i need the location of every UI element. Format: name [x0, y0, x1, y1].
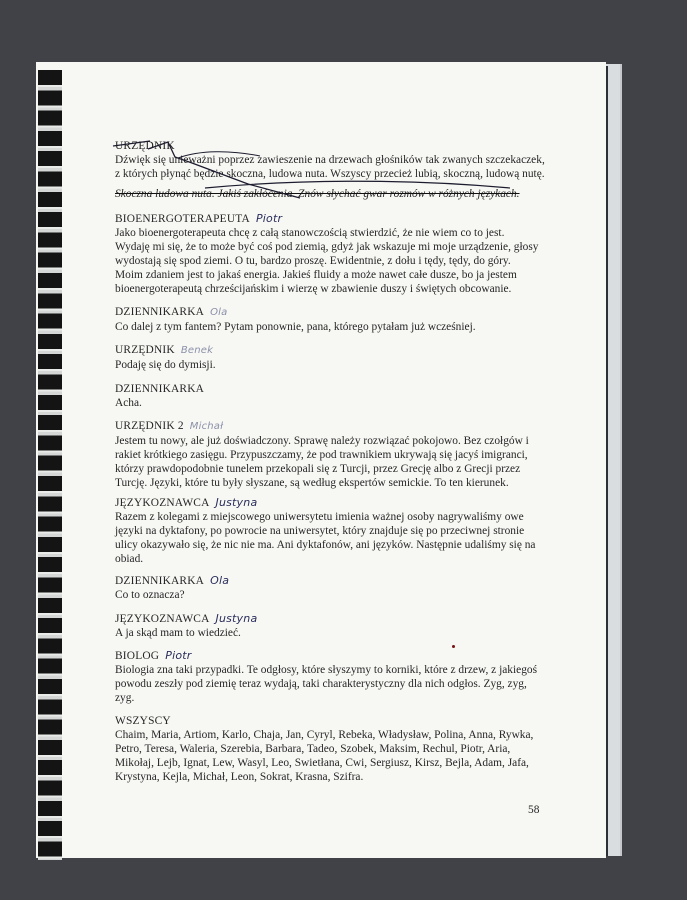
dialogue-line: wydostają się spod ziemi. O tu, bardzo proszę. Ewidentnie, z dołu i tędy, tędy, do góry.	[115, 255, 511, 267]
dialogue-line: bioenergoterapeutą chrześcijańskim i wierzę w zbawienie duszy i świętych obcowanie.	[115, 283, 512, 295]
handwritten-actor-name: Piotr	[165, 649, 192, 662]
dialogue-line: którzy prawdopodobnie tunelem przekopali się z Turcji, przez Grecję albo z Grecji przez	[115, 463, 521, 475]
speaker-name: DZIENNIKARKA	[115, 383, 205, 395]
dialogue-line: Mikołaj, Lejb, Ignat, Lew, Wasyl, Leo, Swietłana, Cwi, Sergiusz, Kirsz, Bejla, Adam, Jafa,	[115, 757, 529, 769]
speaker-label: BIOENERGOTERAPEUTA	[115, 213, 250, 225]
speaker-name: URZĘDNIK	[115, 140, 175, 152]
dialogue-line: Chaim, Maria, Artiom, Karlo, Chaja, Jan, Cyryl, Rebeka, Władysław, Polina, Anna, Rywka,	[115, 729, 534, 741]
dialogue-line: Moim zdaniem jest to jakaś energia. Jakieś fluidy a może nawet całe dusze, bo ja jestem	[115, 269, 517, 281]
strike-stroke	[178, 152, 260, 158]
speaker-label: JĘZYKOZNAWCA	[115, 497, 210, 509]
dialogue-line: Acha.	[115, 397, 142, 409]
dialogue-line: zyg.	[115, 692, 135, 704]
handwritten-actor-name: Ola	[210, 307, 228, 318]
dialogue-line: Podaję się do dymisji.	[115, 359, 216, 371]
dialogue-line: powodu zeszły pod ziemię teraz wydają, taki charakterystyczny dla nich odgłos. Zyg, zyg,	[115, 678, 527, 690]
handwritten-actor-name: Justyna	[215, 612, 258, 625]
deletion-stroke	[205, 181, 510, 188]
dialogue-line: A ja skąd mam to wiedzieć.	[115, 627, 241, 639]
speaker-label: JĘZYKOZNAWCA	[115, 613, 210, 625]
dialogue-line: obiad.	[115, 553, 144, 565]
dialogue-line: Petro, Teresa, Waleria, Szerebia, Barbara, Tadeo, Szobek, Maksim, Rechul, Piotr, Aria,	[115, 743, 511, 755]
dialogue-line: rakiet krótkiego zasięgu. Przypuszczamy, że pod trawnikiem ukrywają się jacyś imigranci,	[115, 449, 528, 461]
speaker-label: URZĘDNIK 2	[115, 420, 184, 432]
dialogue-line: Wydaję mi się, że to może być coś pod ziemią, gdyż jak wskazuje mi moje urządzenie, głosy	[115, 241, 539, 253]
speaker-label: URZĘDNIK	[115, 344, 175, 356]
handwritten-actor-name: Piotr	[255, 212, 283, 225]
speaker-label: DZIENNIKARKA	[115, 575, 205, 587]
strike-stroke	[113, 141, 150, 146]
speaker-name: WSZYSCY	[115, 715, 171, 727]
stage-direction: Skoczna ludowa nuta. Jakiś zakłócenia. Znów słychać gwar rozmów w różnych językach.	[115, 188, 520, 200]
deletion-stroke	[148, 142, 300, 198]
dialogue-line: Jestem tu nowy, ale już doświadczony. Sprawę należy rozwiązać pokojowo. Bez czołgów i	[115, 435, 529, 447]
dialogue-line: Dźwięk się unieważni poprzez zawieszenie na drzewach głośników tak zwanych szczekaczek,	[115, 154, 545, 166]
page-number: 58	[528, 804, 540, 816]
dialogue-line: języki na dyktafony, po powrocie na uniwersytet, który znajduje się po przeciwnej stronie	[115, 525, 525, 537]
speaker-label: DZIENNIKARKA	[115, 306, 205, 318]
ink-mark	[452, 645, 455, 648]
dialogue-line: Turcję. Języki, które tu były słyszane, są według ekspertów semickie. To ten kierunek.	[115, 477, 509, 489]
dialogue-line: Biologia zna taki przypadki. Te odgłosy, które słyszymy to korniki, które z drzew, z jakiegoś	[115, 664, 538, 676]
dialogue-line: Co dalej z tym fantem? Pytam ponownie, pana, którego pytałam już wcześniej.	[115, 321, 476, 333]
dialogue-line: Jako bioenergoterapeuta chcę z całą stanowczością stwierdzić, że nie wiem co to jest.	[115, 227, 505, 239]
dialogue-line: z których płynąć będzie skoczna, ludowa nuta. Wszyscy przecież lubią, skoczną, ludową nutę.	[115, 168, 545, 180]
speaker-label: BIOLOG	[115, 650, 160, 662]
dialogue-line: Co to oznacza?	[115, 589, 185, 601]
dialogue-line: ulicy okazywało się, że nic nie ma. Ani dyktafonów, ani języków. Następnie udaliśmy się na	[115, 539, 536, 551]
handwritten-actor-name: Benek	[180, 345, 214, 356]
handwritten-actor-name: Michał	[189, 421, 224, 432]
dialogue-line: Razem z kolegami z miejscowego uniwersytetu imienia ważnej osoby nagrywaliśmy owe	[115, 511, 524, 523]
handwritten-actor-name: Ola	[210, 574, 230, 587]
dialogue-line: Krystyna, Kejla, Michał, Leon, Sokrat, Krasna, Szifra.	[115, 771, 364, 783]
handwritten-actor-name: Justyna	[215, 496, 258, 509]
